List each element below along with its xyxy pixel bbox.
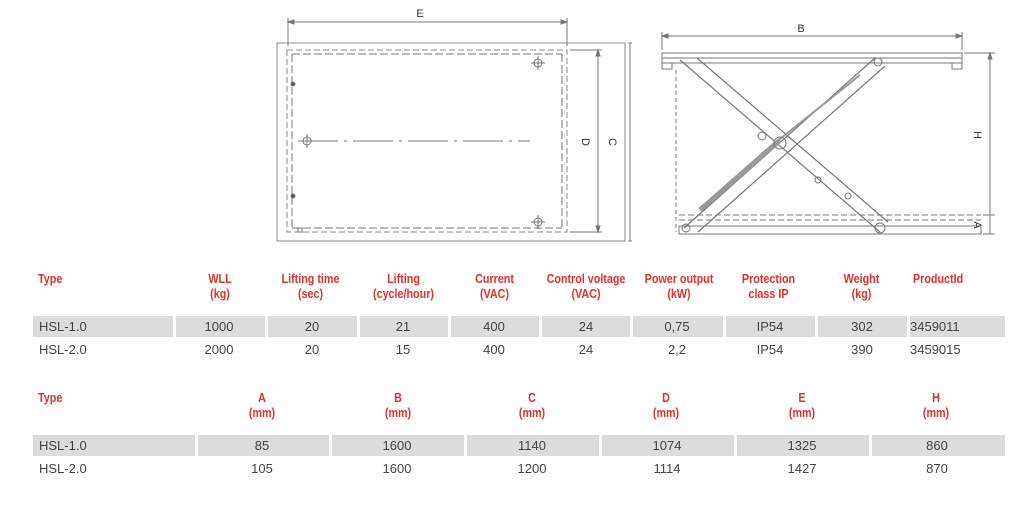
header-control-voltage: Control voltage (VAC) [546, 272, 626, 301]
dimension-label-h: H [971, 131, 983, 139]
cell-dim-b: 1600 [382, 461, 412, 476]
cell-power-output: 0,75 [664, 319, 690, 334]
dimension-label-a: A [971, 221, 983, 229]
cell-current: 400 [483, 319, 505, 334]
header-dim-c: C (mm) [518, 391, 546, 420]
table-row [33, 458, 1005, 479]
cell-dim-h: 860 [926, 438, 948, 453]
cell-control-voltage: 24 [578, 319, 594, 334]
header-protection-class: Protection class IP [741, 272, 796, 301]
cell-wll: 2000 [204, 342, 234, 357]
cell-lifting: 15 [395, 342, 411, 357]
header-dim-h: H (mm) [922, 391, 950, 420]
header-lifting: Lifting (cycle/hour) [373, 272, 434, 301]
table-row [33, 435, 1005, 456]
cell-protection-class: IP54 [756, 319, 784, 334]
cell-dim-c: 1140 [518, 438, 546, 453]
cell-type: HSL-1.0 [39, 319, 87, 334]
dimension-label-c: C [606, 138, 618, 146]
table-row [33, 316, 1005, 337]
cell-control-voltage: 24 [578, 342, 594, 357]
header-wll: WLL (kg) [208, 272, 232, 301]
header-lifting-time: Lifting time (sec) [281, 272, 340, 301]
cell-wll: 1000 [204, 319, 234, 334]
header-dim-d: D (mm) [652, 391, 680, 420]
cell-dim-e: 1427 [787, 461, 817, 476]
header-type: Type [38, 272, 63, 286]
cell-dim-h: 870 [926, 461, 948, 476]
cell-dim-d: 1074 [652, 438, 682, 453]
top-view-drawing [277, 18, 632, 241]
cell-protection-class: IP54 [756, 342, 784, 357]
cell-dim-e: 1325 [787, 438, 817, 453]
side-view-drawing [662, 32, 995, 234]
header-power-output: Power output (kW) [644, 272, 714, 301]
cell-dim-a: 105 [251, 461, 273, 476]
header-weight: Weight (kg) [843, 272, 880, 301]
header-type: Type [38, 391, 63, 405]
cell-dim-b: 1600 [382, 438, 412, 453]
dimension-label-b: B [797, 23, 805, 35]
cell-weight: 390 [851, 342, 873, 357]
dimension-label-e: E [416, 8, 424, 20]
technical-drawings [0, 0, 1021, 250]
header-dim-b: B (mm) [384, 391, 412, 420]
cell-lifting: 21 [395, 319, 411, 334]
cell-product-id: 3459015 [910, 342, 961, 357]
specifications-table [33, 272, 1005, 362]
cell-dim-c: 1200 [517, 461, 547, 476]
header-product-id: ProductId [913, 272, 964, 286]
cell-dim-a: 85 [254, 438, 270, 453]
header-dim-e: E (mm) [788, 391, 816, 420]
cell-lifting-time: 20 [304, 342, 320, 357]
cell-type: HSL-2.0 [39, 461, 87, 476]
table-row [33, 339, 1005, 360]
cell-type: HSL-2.0 [39, 342, 87, 357]
header-current: Current (VAC) [475, 272, 514, 301]
cell-current: 400 [483, 342, 505, 357]
dimension-label-d: D [579, 138, 591, 146]
header-dim-a: A (mm) [248, 391, 276, 420]
cell-product-id: 3459011 [910, 319, 960, 334]
cell-dim-d: 1114 [653, 461, 681, 476]
cell-power-output: 2,2 [667, 342, 687, 357]
cell-weight: 302 [851, 319, 873, 334]
cell-lifting-time: 20 [304, 319, 320, 334]
dimensions-table [33, 391, 1005, 481]
cell-type: HSL-1.0 [39, 438, 87, 453]
